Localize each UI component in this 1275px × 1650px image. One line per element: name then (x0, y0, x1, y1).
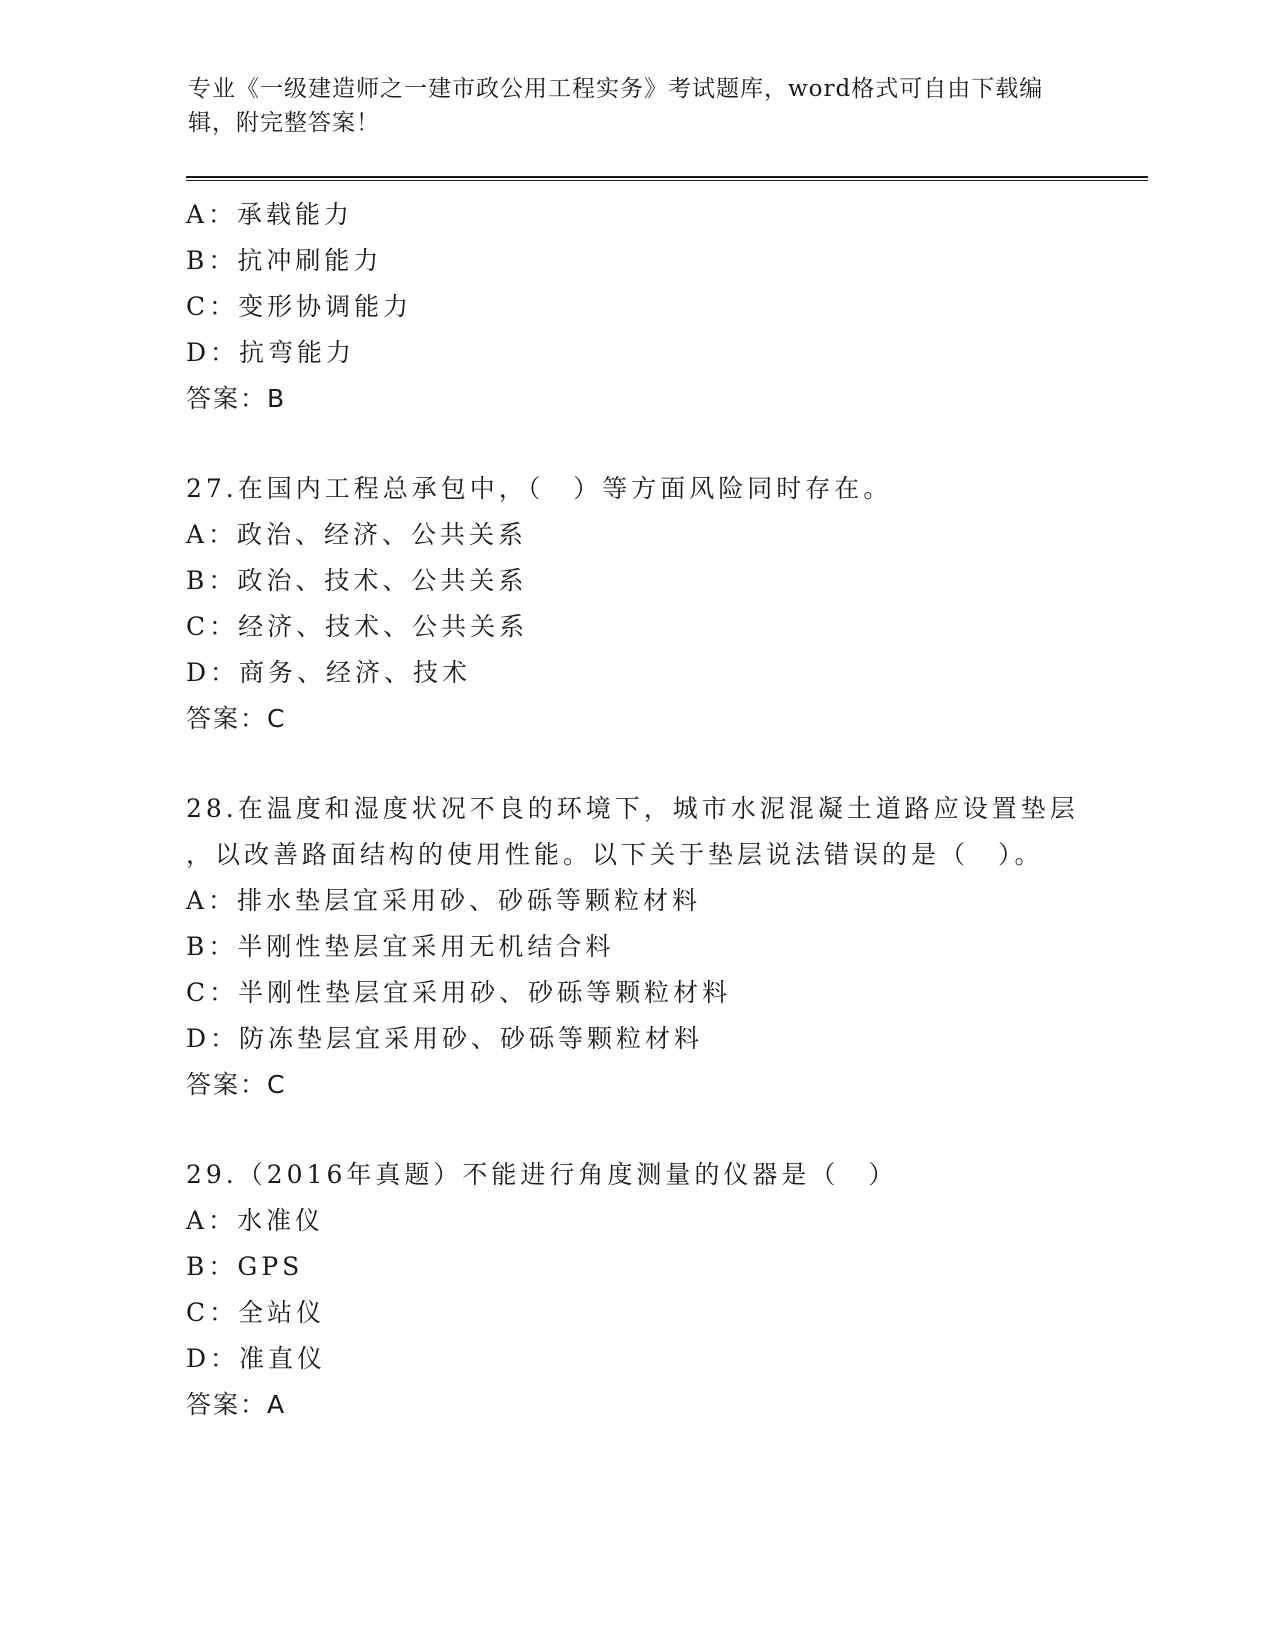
answer: 答案：C (186, 704, 287, 733)
option-c: C：变形协调能力 (186, 292, 413, 321)
question-stem-line-2: ，以改善路面结构的使用性能。以下关于垫层说法错误的是（ ）。 (186, 840, 1044, 869)
answer: 答案：A (186, 1390, 287, 1419)
option-a: A：水准仪 (186, 1206, 325, 1235)
header-line-2: 辑，附完整答案！ (188, 110, 380, 136)
option-b: B：抗冲刷能力 (186, 246, 383, 275)
option-a: A：排水垫层宜采用砂、砂砾等颗粒材料 (186, 886, 702, 915)
question-stem: 27.在国内工程总承包中，（ ）等方面风险同时存在。 (186, 474, 893, 503)
option-d: D：商务、经济、技术 (186, 658, 472, 687)
question-28 (186, 786, 1086, 1108)
option-a: A：承载能力 (186, 200, 354, 229)
answer: 答案：C (186, 1070, 287, 1099)
question-stem-line-1: 28.在温度和湿度状况不良的环境下，城市水泥混凝土道路应设置垫层 (186, 794, 1079, 823)
option-c: C：半刚性垫层宜采用砂、砂砾等颗粒材料 (186, 978, 732, 1007)
option-d: D：抗弯能力 (186, 338, 356, 367)
question-26 (186, 192, 1086, 422)
option-d: D：防冻垫层宜采用砂、砂砾等颗粒材料 (186, 1024, 704, 1053)
question-27 (186, 466, 1086, 742)
option-c: C：全站仪 (186, 1298, 326, 1327)
option-b: B：GPS (186, 1252, 304, 1281)
option-a: A：政治、经济、公共关系 (186, 520, 528, 549)
header-line-1: 专业《一级建造师之一建市政公用工程实务》考试题库，word格式可自由下载编 (188, 76, 1044, 102)
option-b: B：政治、技术、公共关系 (186, 566, 528, 595)
option-d: D：准直仪 (186, 1344, 327, 1373)
option-c: C：经济、技术、公共关系 (186, 612, 529, 641)
header-divider (186, 176, 1148, 181)
question-stem: 29.（2016年真题）不能进行角度测量的仪器是（ ） (186, 1160, 898, 1189)
answer: 答案：B (186, 384, 287, 413)
question-29 (186, 1152, 1086, 1428)
question-list (186, 192, 1086, 1428)
option-b: B：半刚性垫层宜采用无机结合料 (186, 932, 615, 961)
page-header (188, 72, 1068, 140)
